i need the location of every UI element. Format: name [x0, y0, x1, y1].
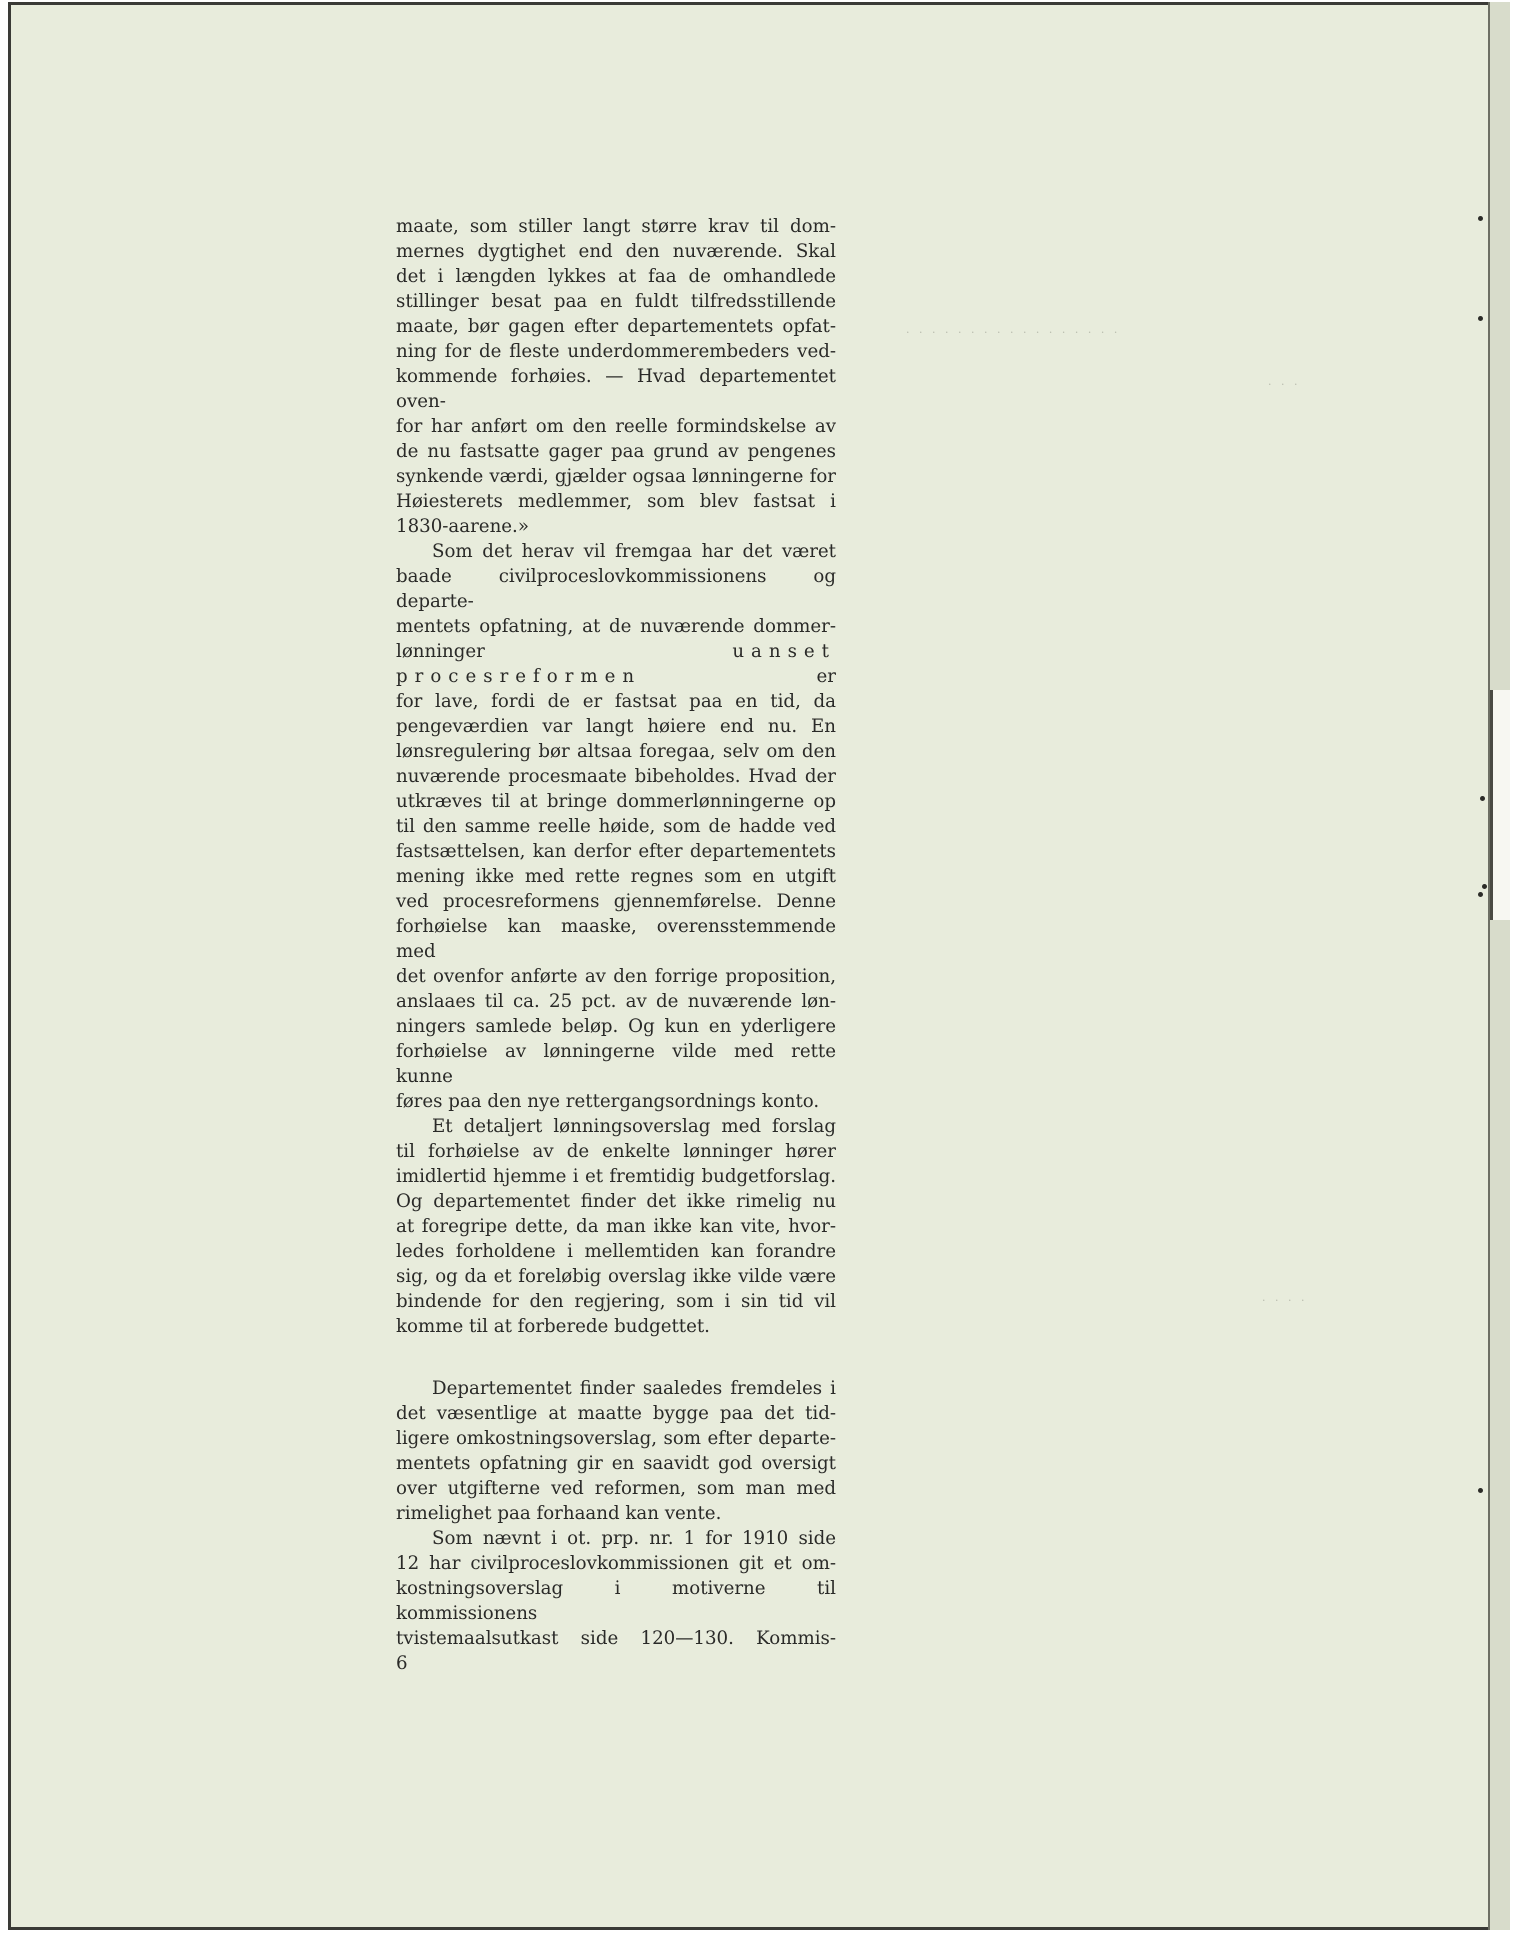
text-line: komme til at forberede budgettet.: [396, 1316, 710, 1337]
text-line: ledes forholdene i mellemtiden kan forandre: [396, 1241, 836, 1262]
text-line: imidlertid hjemme i et fremtidig budgetforslag.: [396, 1166, 836, 1187]
scan-speck: [1478, 892, 1483, 897]
show-through-text: · · · ·: [1262, 1294, 1308, 1307]
text-line: Høiesterets medlemmer, som blev fastsat i: [396, 491, 836, 512]
show-through-text: · · ·: [1268, 378, 1301, 391]
text-line: bindende for den regjering, som i sin tid vil: [396, 1291, 836, 1312]
text-line: 1830-aarene.»: [396, 516, 529, 537]
text-line: over utgifterne ved reformen, som man med: [396, 1478, 836, 1499]
scan-speck: [1478, 316, 1483, 321]
text-line: maate, bør gagen efter departementets opfat-: [396, 316, 836, 337]
scan-speck: [1478, 216, 1483, 221]
page-edge-tab: [1490, 690, 1510, 920]
text-line: pengeværdien var langt høiere end nu. En: [396, 716, 836, 737]
text-line: for lave, fordi de er fastsat paa en tid, da: [396, 691, 836, 712]
text-line: for har anført om den reelle formindskelse av: [396, 416, 836, 437]
text-line: kostningsoverslag i motiverne til kommissionens: [396, 1578, 836, 1624]
text-line: det væsentlige at maatte bygge paa det tid-: [396, 1403, 836, 1424]
text-line: føres paa den nye rettergangsordnings konto.: [396, 1091, 820, 1112]
text-line: mentets opfatning, at de nuværende dommer-: [396, 616, 836, 637]
text-line: til forhøielse av de enkelte lønninger hører: [396, 1141, 836, 1162]
text-line: ning for de fleste underdommerembeders ved-: [396, 341, 836, 362]
paragraph-gap: [396, 1339, 836, 1364]
text-line: anslaaes til ca. 25 pct. av de nuværende løn-: [396, 991, 836, 1012]
text-line: Som det herav vil fremgaa har det været: [432, 541, 836, 562]
text-line: fastsættelsen, kan derfor efter departementets: [396, 841, 836, 862]
text-line: utkræves til at bringe dommerlønningerne op: [396, 791, 836, 812]
text-line: mening ikke med rette regnes som en utgift: [396, 866, 836, 887]
spaced-emphasis: uanset procesreformen: [396, 641, 836, 687]
text-line: tvistemaalsutkast side 120—130. Kommis-: [396, 1628, 836, 1649]
text-line: maate, som stiller langt større krav til dom-: [396, 216, 836, 237]
text-line: det i længden lykkes at faa de omhandlede: [396, 266, 836, 287]
text-line: de nu fastsatte gager paa grund av pengenes: [396, 441, 836, 462]
text-line: stillinger besat paa en fuldt tilfredsstillende: [396, 291, 836, 312]
text-line: forhøielse kan maaske, overensstemmende med: [396, 916, 836, 962]
scan-speck: [1478, 1488, 1483, 1493]
text-line: [396, 639, 836, 689]
text-line: ved procesreformens gjennemførelse. Denne: [396, 891, 836, 912]
text-line: Departementet finder saaledes fremdeles i: [432, 1378, 836, 1399]
paragraph-3: [396, 1114, 836, 1339]
text-line: rimelighet paa forhaand kan vente.: [396, 1503, 722, 1524]
paragraph-2: [396, 539, 836, 1114]
text-line: mernes dygtighet end den nuværende. Skal: [396, 241, 836, 262]
text-line: synkende værdi, gjælder ogsaa lønningerne for: [396, 466, 836, 487]
show-through-text: · · · · · · · · · · · · · · · · ·: [906, 326, 1121, 339]
page-edge-strip: [1488, 2, 1510, 1930]
text-fragment: er: [816, 666, 836, 687]
scan-speck: [1480, 796, 1485, 801]
paragraph-5: [396, 1526, 836, 1651]
text-fragment: lønninger: [396, 641, 485, 662]
text-line: lønsregulering bør altsaa foregaa, selv om den: [396, 741, 836, 762]
text-line: at foregripe dette, da man ikke kan vite, hvor-: [396, 1216, 836, 1237]
text-line: 12 har civilproceslovkommissionen git et om-: [396, 1553, 836, 1574]
text-line: mentets opfatning gir en saavidt god oversigt: [396, 1453, 836, 1474]
text-line: det ovenfor anførte av den forrige proposition,: [396, 966, 836, 987]
text-line: ningers samlede beløp. Og kun en yderligere: [396, 1016, 836, 1037]
text-line: Som nævnt i ot. prp. nr. 1 for 1910 side: [432, 1528, 836, 1549]
paragraph-1: [396, 214, 836, 539]
page-number: 6: [396, 1653, 408, 1674]
text-line: nuværende procesmaate bibeholdes. Hvad der: [396, 766, 836, 787]
text-line: forhøielse av lønningerne vilde med rette kunne: [396, 1041, 836, 1087]
body-text-column: [396, 214, 836, 1676]
text-line: Og departementet finder det ikke rimelig nu: [396, 1191, 836, 1212]
text-line: baade civilproceslovkommissionens og departe-: [396, 566, 836, 612]
paragraph-4: [396, 1376, 836, 1526]
text-line: til den samme reelle høide, som de hadde ved: [396, 816, 836, 837]
text-line: ligere omkostningsoverslag, som efter departe-: [396, 1428, 836, 1449]
scan-speck: [1482, 884, 1487, 889]
text-line: sig, og da et foreløbig overslag ikke vilde være: [396, 1266, 836, 1287]
text-line: kommende forhøies. — Hvad departementet oven-: [396, 366, 836, 412]
text-line: Et detaljert lønningsoverslag med forslag: [432, 1116, 836, 1137]
